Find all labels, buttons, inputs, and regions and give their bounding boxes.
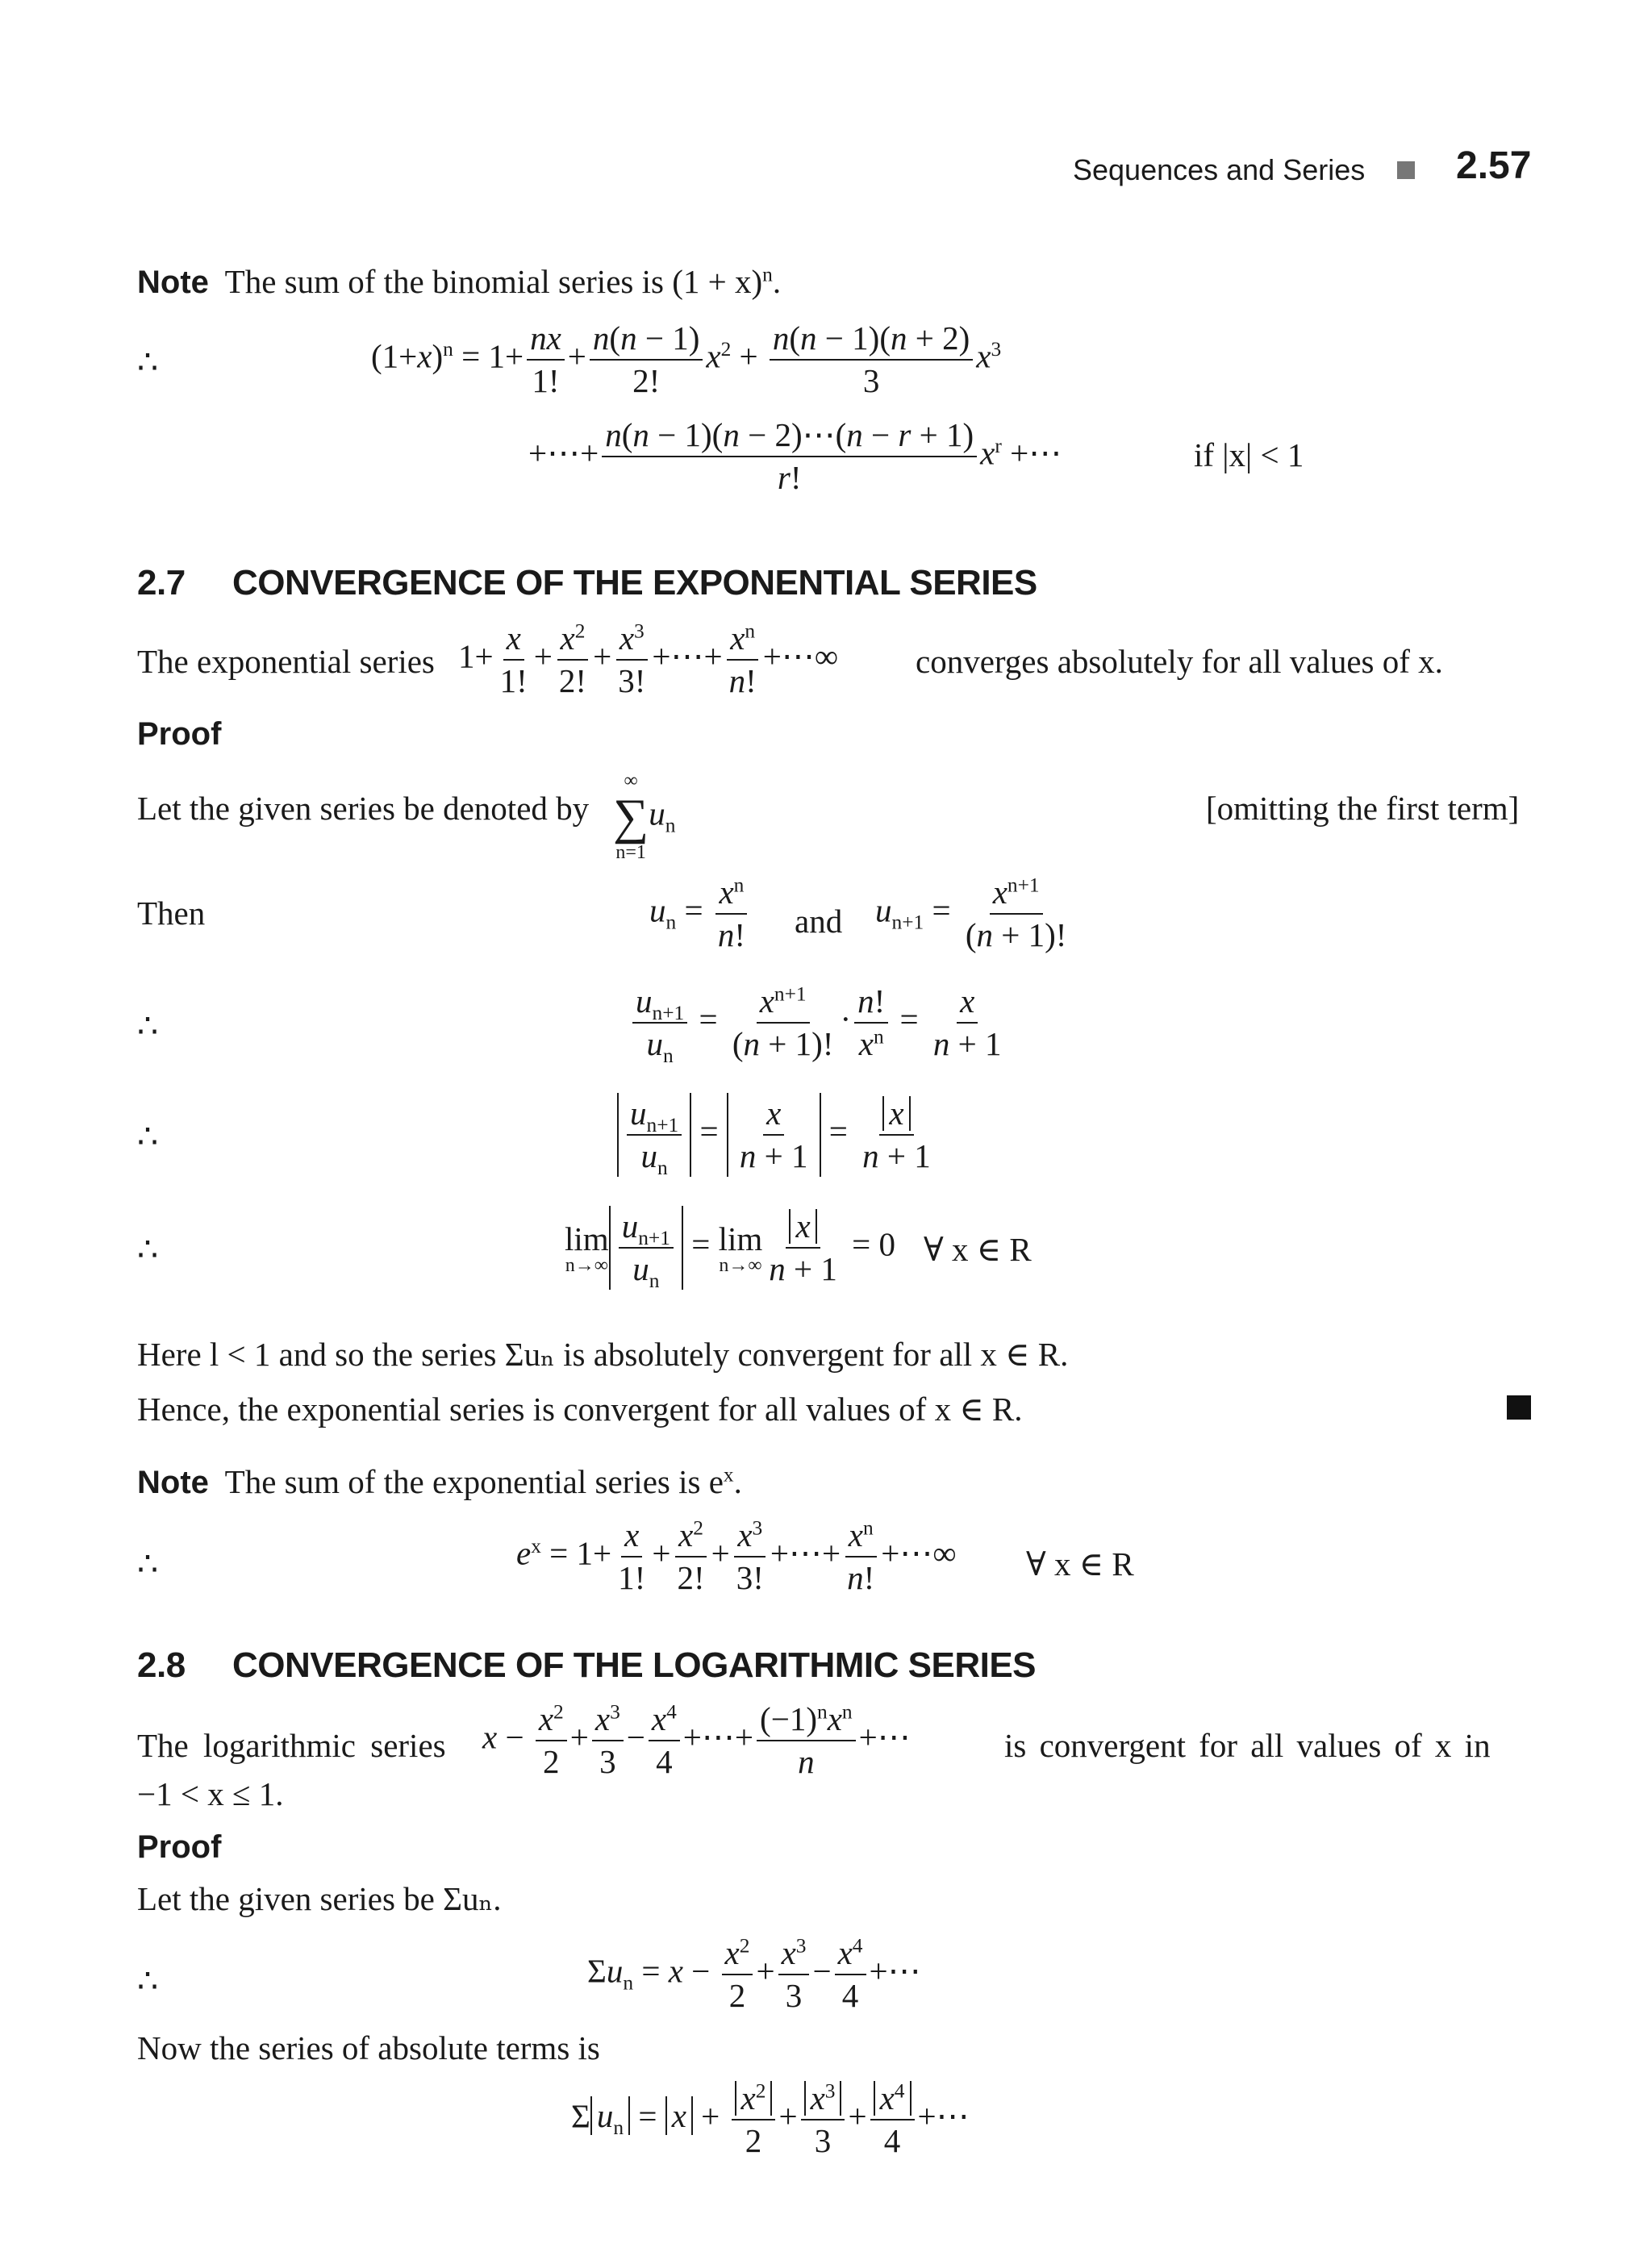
note-label: Note — [137, 1465, 209, 1500]
therefore-symbol: ∴ — [137, 1545, 159, 1583]
note-sup: x — [723, 1463, 734, 1487]
exp-statement-before: The exponential series — [137, 643, 435, 680]
note-exponential — [137, 1462, 742, 1501]
section-2-8-title: CONVERGENCE OF THE LOGARITHMIC SERIES — [232, 1645, 1037, 1685]
note-sup: n — [762, 263, 773, 286]
qed-square-icon — [1507, 1395, 1531, 1420]
absolute-intro: Now the series of absolute terms is — [137, 2029, 600, 2066]
log-statement-after: is convergent for all values of x in — [1004, 1727, 1491, 1764]
abs-ratio-equation: $\frac{u_{n+1}}{u_n}$ = $\frac{x}{n + 1}$ = $\frac{x}{n + 1}$ — [617, 1093, 937, 1177]
therefore-symbol: ∴ — [137, 1231, 159, 1268]
note-text: The sum of the exponential series is e — [224, 1463, 724, 1500]
sum-un-formula: $\Sigma u_n = x$ − $\frac{x^2}{2}$ + $\frac{x^3}{3}$ − $\frac{x^4}{4}$ +⋯ — [587, 1934, 921, 2015]
note-text: The sum of the binomial series is (1 + x) — [224, 263, 763, 300]
here-line: Here l < 1 and so the series Σuₙ is absolutely convergent for all x ∈ R. — [137, 1336, 1069, 1373]
let-denoted: Let the given series be denoted by — [137, 790, 590, 827]
therefore-symbol: ∴ — [137, 344, 159, 381]
let-given-series: Let the given series be Σuₙ. — [137, 1880, 502, 1917]
and-word: and — [795, 903, 843, 940]
exp-sum-formula: $e^x = 1+$ $\frac{x}{1!}$ + $\frac{x^2}{2!}$ + $\frac{x^3}{3!}$ +⋯+ $\frac{x^n}{n!}$ +⋯∞ — [516, 1516, 965, 1597]
un1-definition: $u_{n+1}$ = $\frac{x^{n+1}}{(n + 1)!}$ — [875, 874, 1067, 954]
exp-statement-after: converges absolutely for all values of x. — [916, 643, 1443, 680]
section-2-7-title: CONVERGENCE OF THE EXPONENTIAL SERIES — [232, 563, 1037, 603]
note-binomial — [137, 262, 781, 301]
note-label: Note — [137, 265, 209, 300]
forall-text: ∀ x ∈ R — [924, 1231, 1032, 1268]
binomial-condition: if |x| < 1 — [1194, 436, 1304, 473]
running-title: Sequences and Series — [1073, 153, 1366, 186]
binomial-equation-line1: $(1+x)^n = 1+$ $\frac{nx}{1!}$ + $\frac{n(n - 1)}{2!}$ $x^2$ + $\frac{n(n - 1)(n + 2)}{3}$ $x^3$ — [371, 319, 1002, 400]
forall-text: ∀ x ∈ R — [1026, 1545, 1134, 1583]
note-end: . — [772, 263, 782, 300]
proof-label-1: Proof — [137, 716, 222, 752]
hence-line: Hence, the exponential series is convergent for all values of x ∈ R. — [137, 1391, 1023, 1428]
omitting-first-term: [omitting the first term] — [1206, 790, 1520, 827]
therefore-symbol: ∴ — [137, 1007, 159, 1045]
page-number: 2.57 — [1456, 144, 1532, 187]
therefore-symbol: ∴ — [137, 1962, 159, 2000]
log-statement-before: The logarithmic series — [137, 1727, 446, 1764]
then-label: Then — [137, 894, 206, 932]
sigma-un: ∞ ∑ n=1 $u_n$ — [613, 770, 676, 863]
exp-series-formula: 1+ $\frac{x}{1!}$ + $\frac{x^2}{2!}$ + $\frac{x^3}{3!}$ +⋯+ $\frac{x^n}{n!}$ +⋯∞ — [458, 619, 839, 700]
log-series-formula: x − $\frac{x^2}{2}$ + $\frac{x^3}{3}$ − $\frac{x^4}{4}$ +⋯+ $\frac{(-1)^nx^n}{n}$ +⋯ — [482, 1700, 911, 1781]
ratio-equation: $\frac{u_{n+1}}{u_n}$ = $\frac{x^{n+1}}{(n + 1)!}$ · $\frac{n!}{x^n}$ = $\frac{x}{n + 1}$ — [629, 984, 1008, 1061]
proof-label-2: Proof — [137, 1829, 222, 1865]
un-definition: $u_n$ = $\frac{x^n}{n!}$ — [649, 875, 752, 953]
section-2-7-number: 2.7 — [137, 563, 186, 603]
limit-equation: lim n→∞ $\frac{u_{n+1}}{u_n}$ = lim n→∞ $\frac{x}{n + 1}$ = 0 — [565, 1207, 920, 1293]
header-square-icon — [1397, 161, 1415, 179]
note-end: . — [733, 1463, 742, 1500]
section-2-8-number: 2.8 — [137, 1645, 186, 1685]
log-statement-second-line: −1 < x ≤ 1. — [137, 1775, 284, 1812]
therefore-symbol: ∴ — [137, 1118, 159, 1155]
binomial-equation-line2: +⋯+ $\frac{n(n - 1)(n - 2)\cdots(n - r + 1)}{r!}$ $x^r$ +⋯ — [528, 416, 1062, 497]
absolute-series-formula: Σ $u_n = x$ + $\frac{x^2}{2}$ + $\frac{x^3}{3}$ + $\frac{x^4}{4}$ +⋯ — [571, 2079, 970, 2160]
